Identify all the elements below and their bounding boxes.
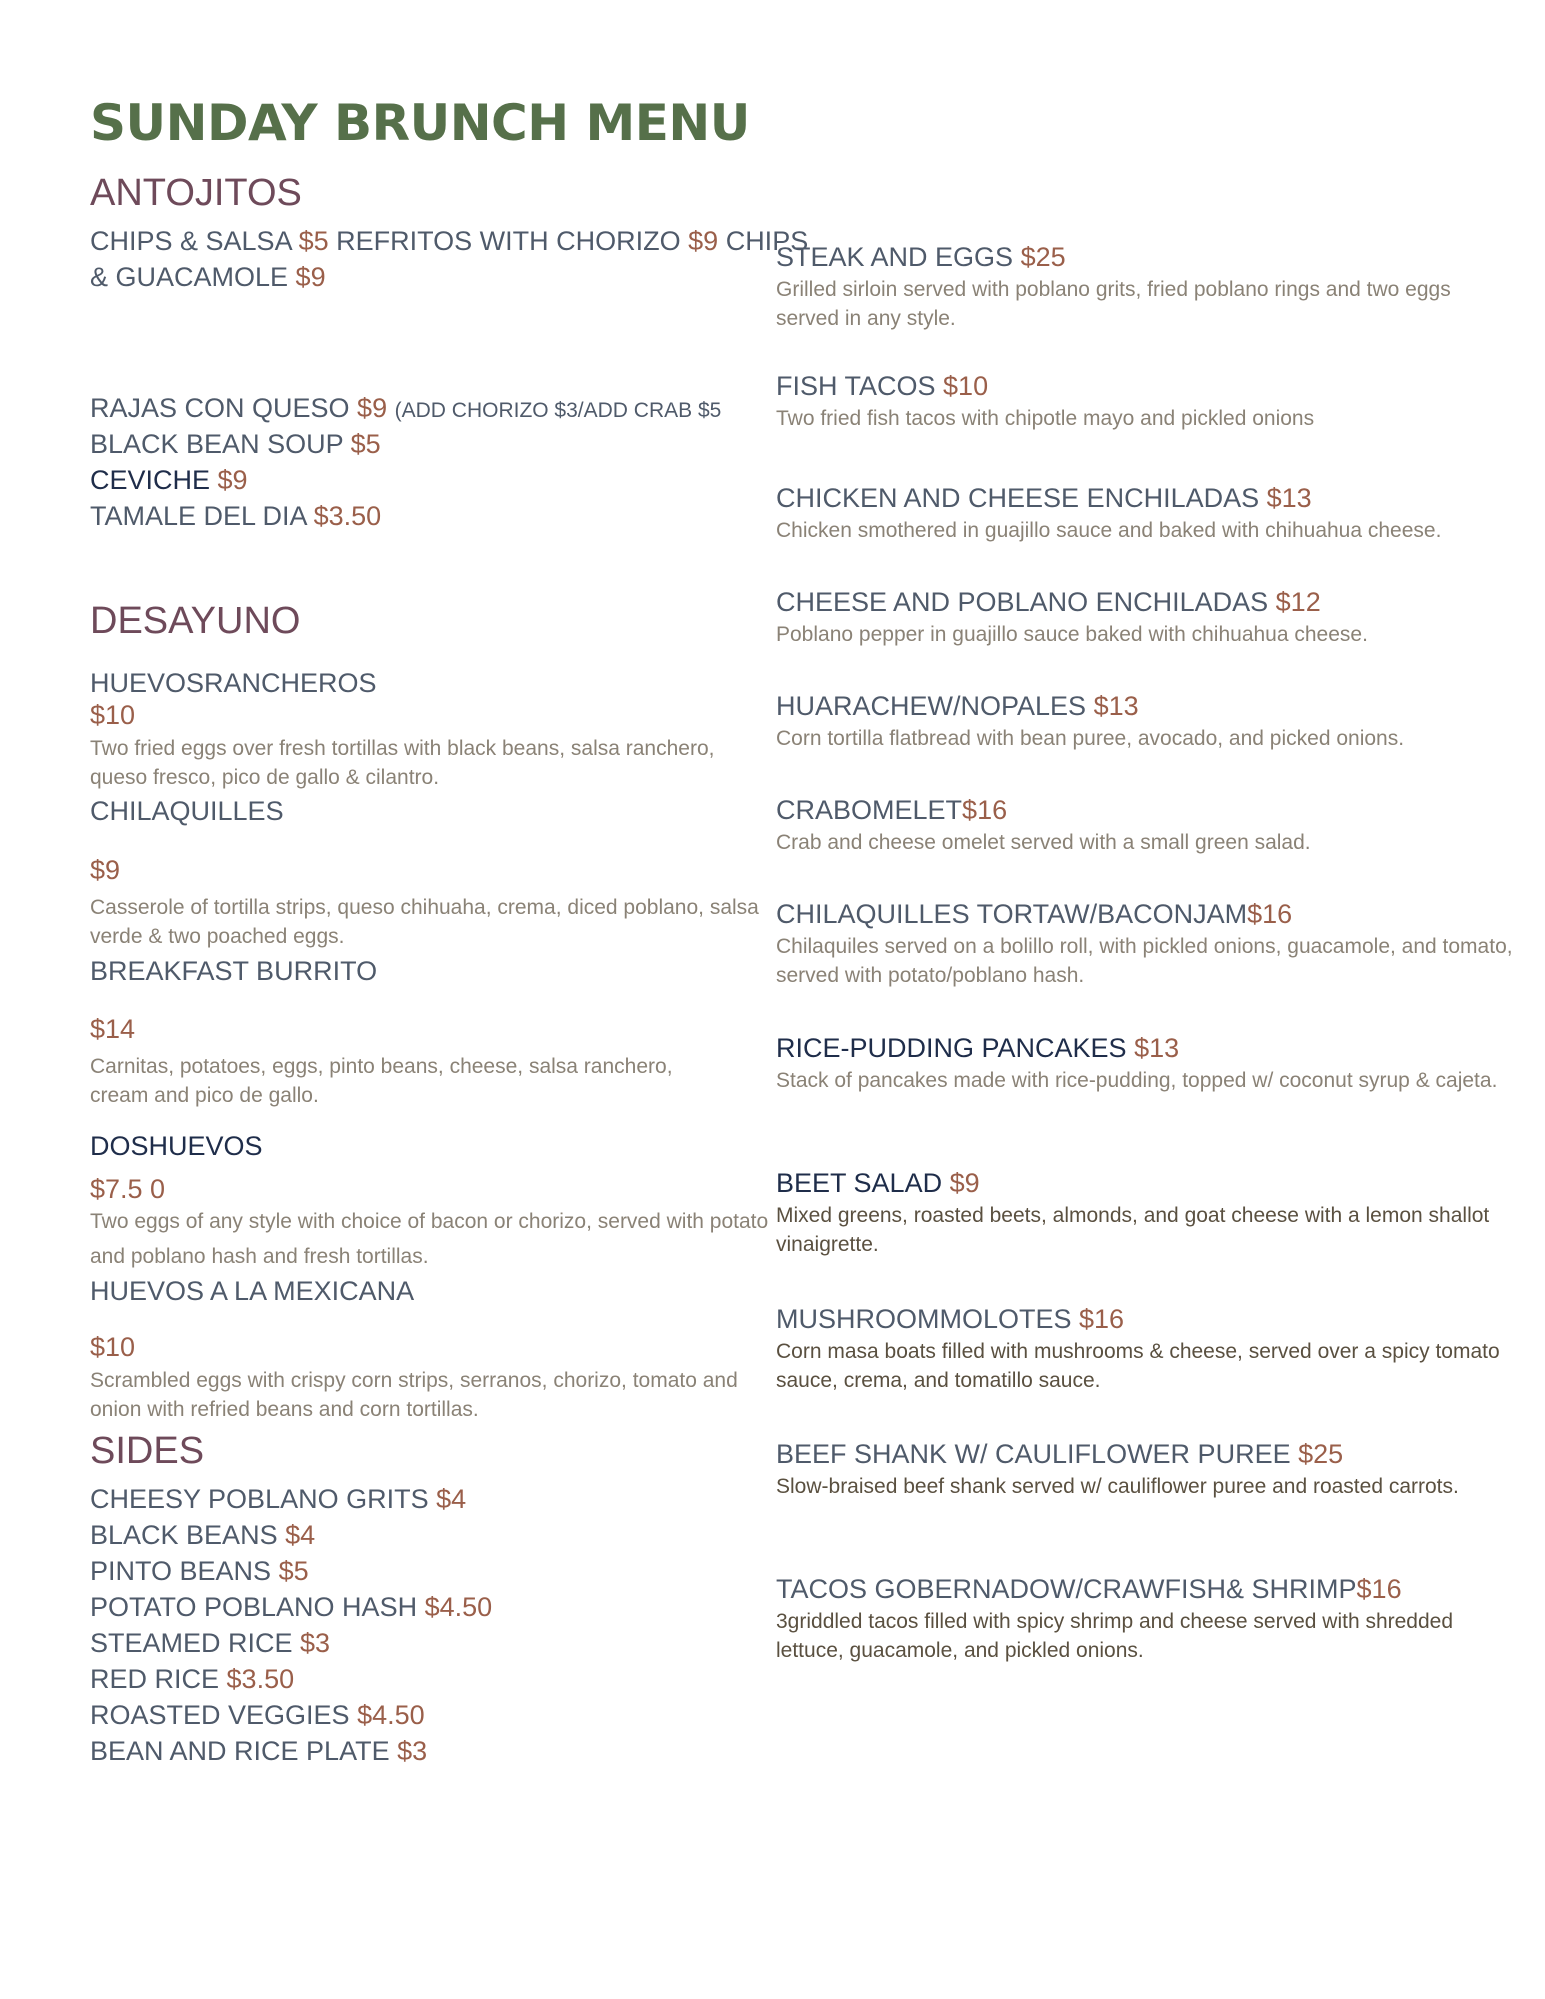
menu-item-name	[776, 1033, 1179, 1064]
item-name: BEET SALAD	[776, 1168, 950, 1198]
item-name: CHIPS	[718, 226, 809, 256]
menu-item-description: Carnitas, potatoes, eggs, pinto beans, cheese, salsa ranchero, cream and pico de gallo.	[90, 1055, 673, 1107]
item-price: $3.50	[313, 501, 382, 531]
item-name: CHEESY POBLANO GRITS	[90, 1484, 437, 1514]
menu-item-name: HUEVOSRANCHEROS	[90, 668, 377, 698]
menu-item-description: Corn tortilla flatbread with bean puree, avocado, and picked onions.	[776, 727, 1405, 750]
item-price: $5	[278, 1556, 309, 1586]
menu-item-description: Two fried eggs over fresh tortillas with black beans, salsa ranchero, queso fresco, pico de gallo & cilantro.	[90, 737, 715, 789]
menu-item-price: $10	[90, 1332, 136, 1362]
menu-item	[90, 393, 721, 424]
item-price: $9	[217, 465, 248, 495]
menu-item-name	[776, 1304, 1124, 1335]
menu-item-price: $14	[90, 1014, 136, 1044]
menu-item-name	[776, 691, 1139, 722]
menu-item-description: Poblano pepper in guajillo sauce baked with chihuahua cheese.	[776, 623, 1368, 646]
menu-item-description: 3griddled tacos filled with spicy shrimp and cheese served with shredded lettuce, guacamole, and pickled onions.	[776, 1610, 1454, 1662]
menu-item	[90, 501, 381, 532]
item-name: TAMALE DEL DIA	[90, 501, 314, 531]
menu-item-name	[776, 371, 988, 402]
menu-item-name	[776, 587, 1321, 618]
menu-item-description: Two fried fish tacos with chipotle mayo and pickled onions	[776, 407, 1315, 430]
item-price: $9	[295, 262, 326, 292]
item-name: CHIPS & SALSA	[90, 226, 299, 256]
section-heading-antojitos: ANTOJITOS	[90, 172, 302, 214]
antojitos-line-2	[90, 262, 326, 293]
item-name: STEAMED RICE	[90, 1628, 301, 1658]
item-price: $12	[1275, 587, 1321, 617]
item-name: POTATO POBLANO HASH	[90, 1592, 425, 1622]
section-heading-desayuno: DESAYUNO	[90, 600, 301, 642]
menu-item-description: Stack of pancakes made with rice-pudding, topped w/ coconut syrup & cajeta.	[776, 1069, 1498, 1092]
item-name: CHEESE AND POBLANO ENCHILADAS	[776, 587, 1276, 617]
item-price: $9	[688, 226, 719, 256]
item-price: $25	[1298, 1439, 1344, 1469]
menu-item-description: Slow-braised beef shank served w/ cauliflower puree and roasted carrots.	[776, 1475, 1459, 1498]
menu-item-description: Casserole of tortilla strips, queso chihuaha, crema, diced poblano, salsa verde & two poached eggs.	[90, 896, 759, 948]
item-price: $3	[300, 1628, 331, 1658]
menu-item-description: Chilaquiles served on a bolillo roll, with pickled onions, guacamole, and tomato, served with potato/poblano hash.	[776, 935, 1513, 987]
item-name: REFRITOS WITH CHORIZO	[328, 226, 689, 256]
menu-item-description: Corn masa boats filled with mushrooms & cheese, served over a spicy tomato sauce, crema, and tomatillo sauce.	[776, 1340, 1500, 1392]
item-name: BLACK BEANS	[90, 1520, 286, 1550]
item-name: STEAK AND EGGS	[776, 242, 1021, 272]
item-name: CHICKEN AND CHEESE ENCHILADAS	[776, 483, 1267, 513]
menu-item-description: Grilled sirloin served with poblano grits, fried poblano rings and two eggs served in any style.	[776, 278, 1451, 330]
item-name: RAJAS CON QUESO	[90, 393, 358, 423]
item-name: HUARACHEW/NOPALES	[776, 691, 1094, 721]
item-price: $13	[1266, 483, 1312, 513]
menu-item-description: Chicken smothered in guajillo sauce and baked with chihuahua cheese.	[776, 519, 1442, 542]
menu-title: SUNDAY BRUNCH MENU	[90, 94, 750, 152]
item-name: MUSHROOMMOLOTES	[776, 1304, 1080, 1334]
menu-item	[90, 465, 248, 496]
menu-item-description: Mixed greens, roasted beets, almonds, and goat cheese with a lemon shallot vinaigrette.	[776, 1204, 1490, 1256]
side-item	[90, 1592, 492, 1623]
section-heading-sides: SIDES	[90, 1430, 205, 1472]
item-price: $4.50	[424, 1592, 493, 1622]
item-name: PINTO BEANS	[90, 1556, 279, 1586]
item-price: $16	[1356, 1574, 1402, 1604]
item-name: CEVICHE	[90, 465, 218, 495]
menu-item-description: Scrambled eggs with crispy corn strips, serranos, chorizo, tomato and onion with refried beans and corn tortillas.	[90, 1369, 738, 1421]
menu-item-price: $7.5 0	[90, 1174, 166, 1204]
item-name: RED RICE	[90, 1664, 227, 1694]
menu-item-name	[776, 899, 1292, 930]
item-price: $4.50	[357, 1700, 425, 1730]
item-price: $3.50	[226, 1664, 295, 1694]
item-name: TACOS GOBERNADOW/CRAWFISH& SHRIMP	[776, 1574, 1357, 1604]
item-price: $25	[1020, 242, 1066, 272]
item-price: $4	[436, 1484, 467, 1514]
side-item	[90, 1628, 330, 1659]
menu-item	[90, 429, 381, 460]
item-name: ROASTED VEGGIES	[90, 1700, 358, 1730]
menu-item-name	[776, 242, 1066, 273]
side-item	[90, 1520, 315, 1551]
menu-item-name: CHILAQUILLES	[90, 796, 284, 826]
item-name: BLACK BEAN SOUP	[90, 429, 351, 459]
menu-item-price: $10	[90, 700, 136, 730]
item-name: FISH TACOS	[776, 371, 944, 401]
menu-item-description: Crab and cheese omelet served with a small green salad.	[776, 831, 1311, 854]
item-name: BEEF SHANK W/ CAULIFLOWER PUREE	[776, 1439, 1299, 1469]
item-name: BEAN AND RICE PLATE	[90, 1736, 398, 1766]
item-name: & GUACAMOLE	[90, 262, 296, 292]
item-price: $13	[1134, 1033, 1180, 1063]
item-price: $3	[397, 1736, 428, 1766]
side-item	[90, 1664, 294, 1695]
item-price: $16	[1079, 1304, 1125, 1334]
menu-item-name	[776, 1168, 980, 1199]
menu-item-name: DOSHUEVOS	[90, 1131, 263, 1161]
item-price: $13	[1093, 691, 1139, 721]
menu-item-price: $9	[90, 855, 121, 885]
item-price: $5	[298, 226, 329, 256]
menu-item-name: HUEVOS A LA MEXICANA	[90, 1276, 415, 1306]
item-price: $16	[962, 795, 1008, 825]
item-name: RICE-PUDDING PANCAKES	[776, 1033, 1135, 1063]
antojitos-line-1	[90, 226, 808, 257]
item-price: $16	[1247, 899, 1293, 929]
item-price: $9	[949, 1168, 980, 1198]
side-item	[90, 1484, 466, 1515]
side-item	[90, 1700, 425, 1731]
menu-item-description: Two eggs of any style with choice of bacon or chorizo, served with potato and poblano hash and fresh tortillas.	[90, 1210, 769, 1268]
menu-item-name	[776, 1574, 1402, 1605]
item-price: $10	[943, 371, 989, 401]
menu-item-name	[776, 795, 1007, 826]
menu-item-name	[776, 483, 1312, 514]
item-note: (ADD CHORIZO $3/ADD CRAB $5	[394, 399, 722, 422]
menu-item-name: BREAKFAST BURRITO	[90, 956, 378, 986]
side-item	[90, 1736, 427, 1767]
item-name: CHILAQUILLES TORTAW/BACONJAM	[776, 899, 1248, 929]
side-item	[90, 1556, 309, 1587]
item-price: $4	[285, 1520, 316, 1550]
item-price: $5	[350, 429, 381, 459]
item-price: $9	[357, 393, 388, 423]
item-name: CRABOMELET	[776, 795, 963, 825]
menu-item-name	[776, 1439, 1343, 1470]
